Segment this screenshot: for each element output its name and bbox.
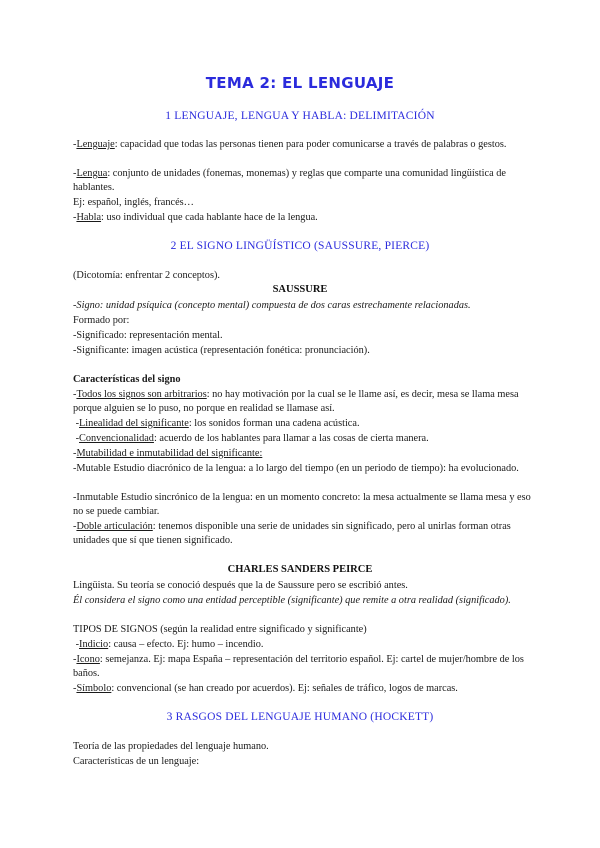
- peirce-bio: Lingüista. Su teoría se conoció después que la de Saussure pero se escribió antes.: [73, 580, 408, 591]
- dicotomia-note: (Dicotomía: enfrentar 2 conceptos).: [73, 270, 220, 281]
- arbitrarios-item: -Todos los signos son arbitrarios: no hay motivación por la cual se le llame así, es decir, mesa se llama mesa porque alguien se lo puso, no porque en realidad se llamase así.: [73, 389, 519, 415]
- def-lenguaje-text: : capacidad que todas las personas tienen para poder comunicarse a través de palabras o gestos.: [114, 139, 507, 150]
- term-indicio: Indicio: [79, 639, 109, 650]
- hockett-teoria: Teoría de las propiedades del lenguaje humano.: [73, 741, 269, 752]
- def-lengua-text: : conjunto de unidades (fonemas, monemas) y reglas que comparte una comunidad lingüística de hablantes.: [73, 168, 506, 194]
- tipos-de-signos: TIPOS DE SIGNOS (según la realidad entre significado y significante): [73, 624, 367, 635]
- section-2-heading: 2 EL SIGNO LINGÜÍSTICO (SAUSSURE, PIERCE): [170, 240, 430, 252]
- term-linealidad: Linealidad del significante: [79, 418, 189, 429]
- indicio-item: -Indicio: causa – efecto. Ej: humo – incendio.: [73, 639, 264, 650]
- mutable-item: -Mutable Estudio diacrónico de la lengua: a lo largo del tiempo (en un periodo de tiempo): ha evolucionado.: [73, 463, 519, 474]
- mutabilidad-item: -Mutabilidad e inmutabilidad del significante:: [73, 448, 263, 459]
- inmutable-item: -Inmutable Estudio sincrónico de la lengua: en un momento concreto: la mesa actualmente se llama mesa y eso no se puede cambiar.: [73, 492, 531, 518]
- hockett-caracteristicas: Características de un lenguaje:: [73, 756, 200, 767]
- lengua-example: Ej: español, inglés, francés…: [73, 197, 194, 208]
- section-3-heading: 3 RASGOS DEL LENGUAJE HUMANO (HOCKETT): [166, 711, 434, 723]
- simbolo-text: : convencional (se han creado por acuerdos). Ej: señales de tráfico, logos de marcas.: [111, 683, 458, 694]
- term-doble-articulacion: Doble articulación: [76, 521, 153, 532]
- formado-por: Formado por:: [73, 315, 130, 326]
- term-mutabilidad: Mutabilidad e inmutabilidad del significante:: [76, 448, 263, 459]
- peirce-heading: CHARLES SANDERS PEIRCE: [227, 564, 373, 575]
- convencionalidad-text: : acuerdo de los hablantes para llamar a las cosas de cierta manera.: [153, 433, 429, 444]
- convencionalidad-item: -Convencionalidad: acuerdo de los hablantes para llamar a las cosas de cierta manera.: [73, 433, 429, 444]
- signo-definition: -Signo: unidad psíquica (concepto mental) compuesta de dos caras estrechamente relacionadas.: [73, 300, 471, 311]
- term-lenguaje: Lenguaje: [76, 139, 115, 150]
- saussure-heading: SAUSSURE: [272, 284, 328, 295]
- indicio-text: : causa – efecto. Ej: humo – incendio.: [108, 639, 264, 650]
- doble-articulacion-text: : tenemos disponible una serie de unidades sin significado, pero al unirlas forman otras unidades que sí que tienen significado.: [73, 521, 511, 547]
- significante-def: -Significante: imagen acústica (representación fonética: pronunciación).: [73, 345, 370, 356]
- document-title: TEMA 2: EL LENGUAJE: [205, 74, 395, 92]
- def-lengua: -Lengua: conjunto de unidades (fonemas, monemas) y reglas que comparte una comunidad lingüística de hablantes.: [73, 168, 506, 194]
- simbolo-item: -Símbolo: convencional (se han creado por acuerdos). Ej: señales de tráfico, logos de marcas.: [73, 683, 458, 694]
- section-1-heading: 1 LENGUAJE, LENGUA Y HABLA: DELIMITACIÓN: [165, 110, 435, 122]
- term-arbitrarios: Todos los signos son arbitrarios: [76, 389, 207, 400]
- linealidad-text: : los sonidos forman una cadena acústica.: [188, 418, 360, 429]
- def-lenguaje: -Lenguaje: capacidad que todas las personas tienen para poder comunicarse a través de palabras o gestos.: [73, 139, 507, 150]
- icono-text: : semejanza. Ej: mapa España – representación del territorio español. Ej: cartel de mujer/hombre de los baños.: [73, 654, 524, 680]
- term-icono: Icono: [76, 654, 100, 665]
- term-simbolo: Símbolo: [76, 683, 112, 694]
- def-habla: -Habla: uso individual que cada hablante hace de la lengua.: [73, 212, 318, 223]
- term-habla: Habla: [76, 212, 102, 223]
- doble-articulacion-item: -Doble articulación: tenemos disponible una serie de unidades sin significado, pero al unirlas forman otras unidades que sí que tienen significado.: [73, 521, 511, 547]
- icono-item: -Icono: semejanza. Ej: mapa España – representación del territorio español. Ej: cartel de mujer/hombre de los baños.: [73, 654, 524, 680]
- arbitrarios-text: : no hay motivación por la cual se le llame así, es decir, mesa se llama mesa porque alguien se lo puso, no porque en realidad se llamase así.: [73, 389, 519, 415]
- term-convencionalidad: Convencionalidad: [79, 433, 154, 444]
- term-lengua: Lengua: [76, 168, 108, 179]
- peirce-definition: Él considera el signo como una entidad perceptible (significante) que remite a otra realidad (significado).: [73, 595, 511, 606]
- caracteristicas-heading: Características del signo: [73, 374, 181, 385]
- significado-def: -Significado: representación mental.: [73, 330, 223, 341]
- def-habla-text: : uso individual que cada hablante hace de la lengua.: [101, 212, 318, 223]
- linealidad-item: -Linealidad del significante: los sonidos forman una cadena acústica.: [73, 418, 360, 429]
